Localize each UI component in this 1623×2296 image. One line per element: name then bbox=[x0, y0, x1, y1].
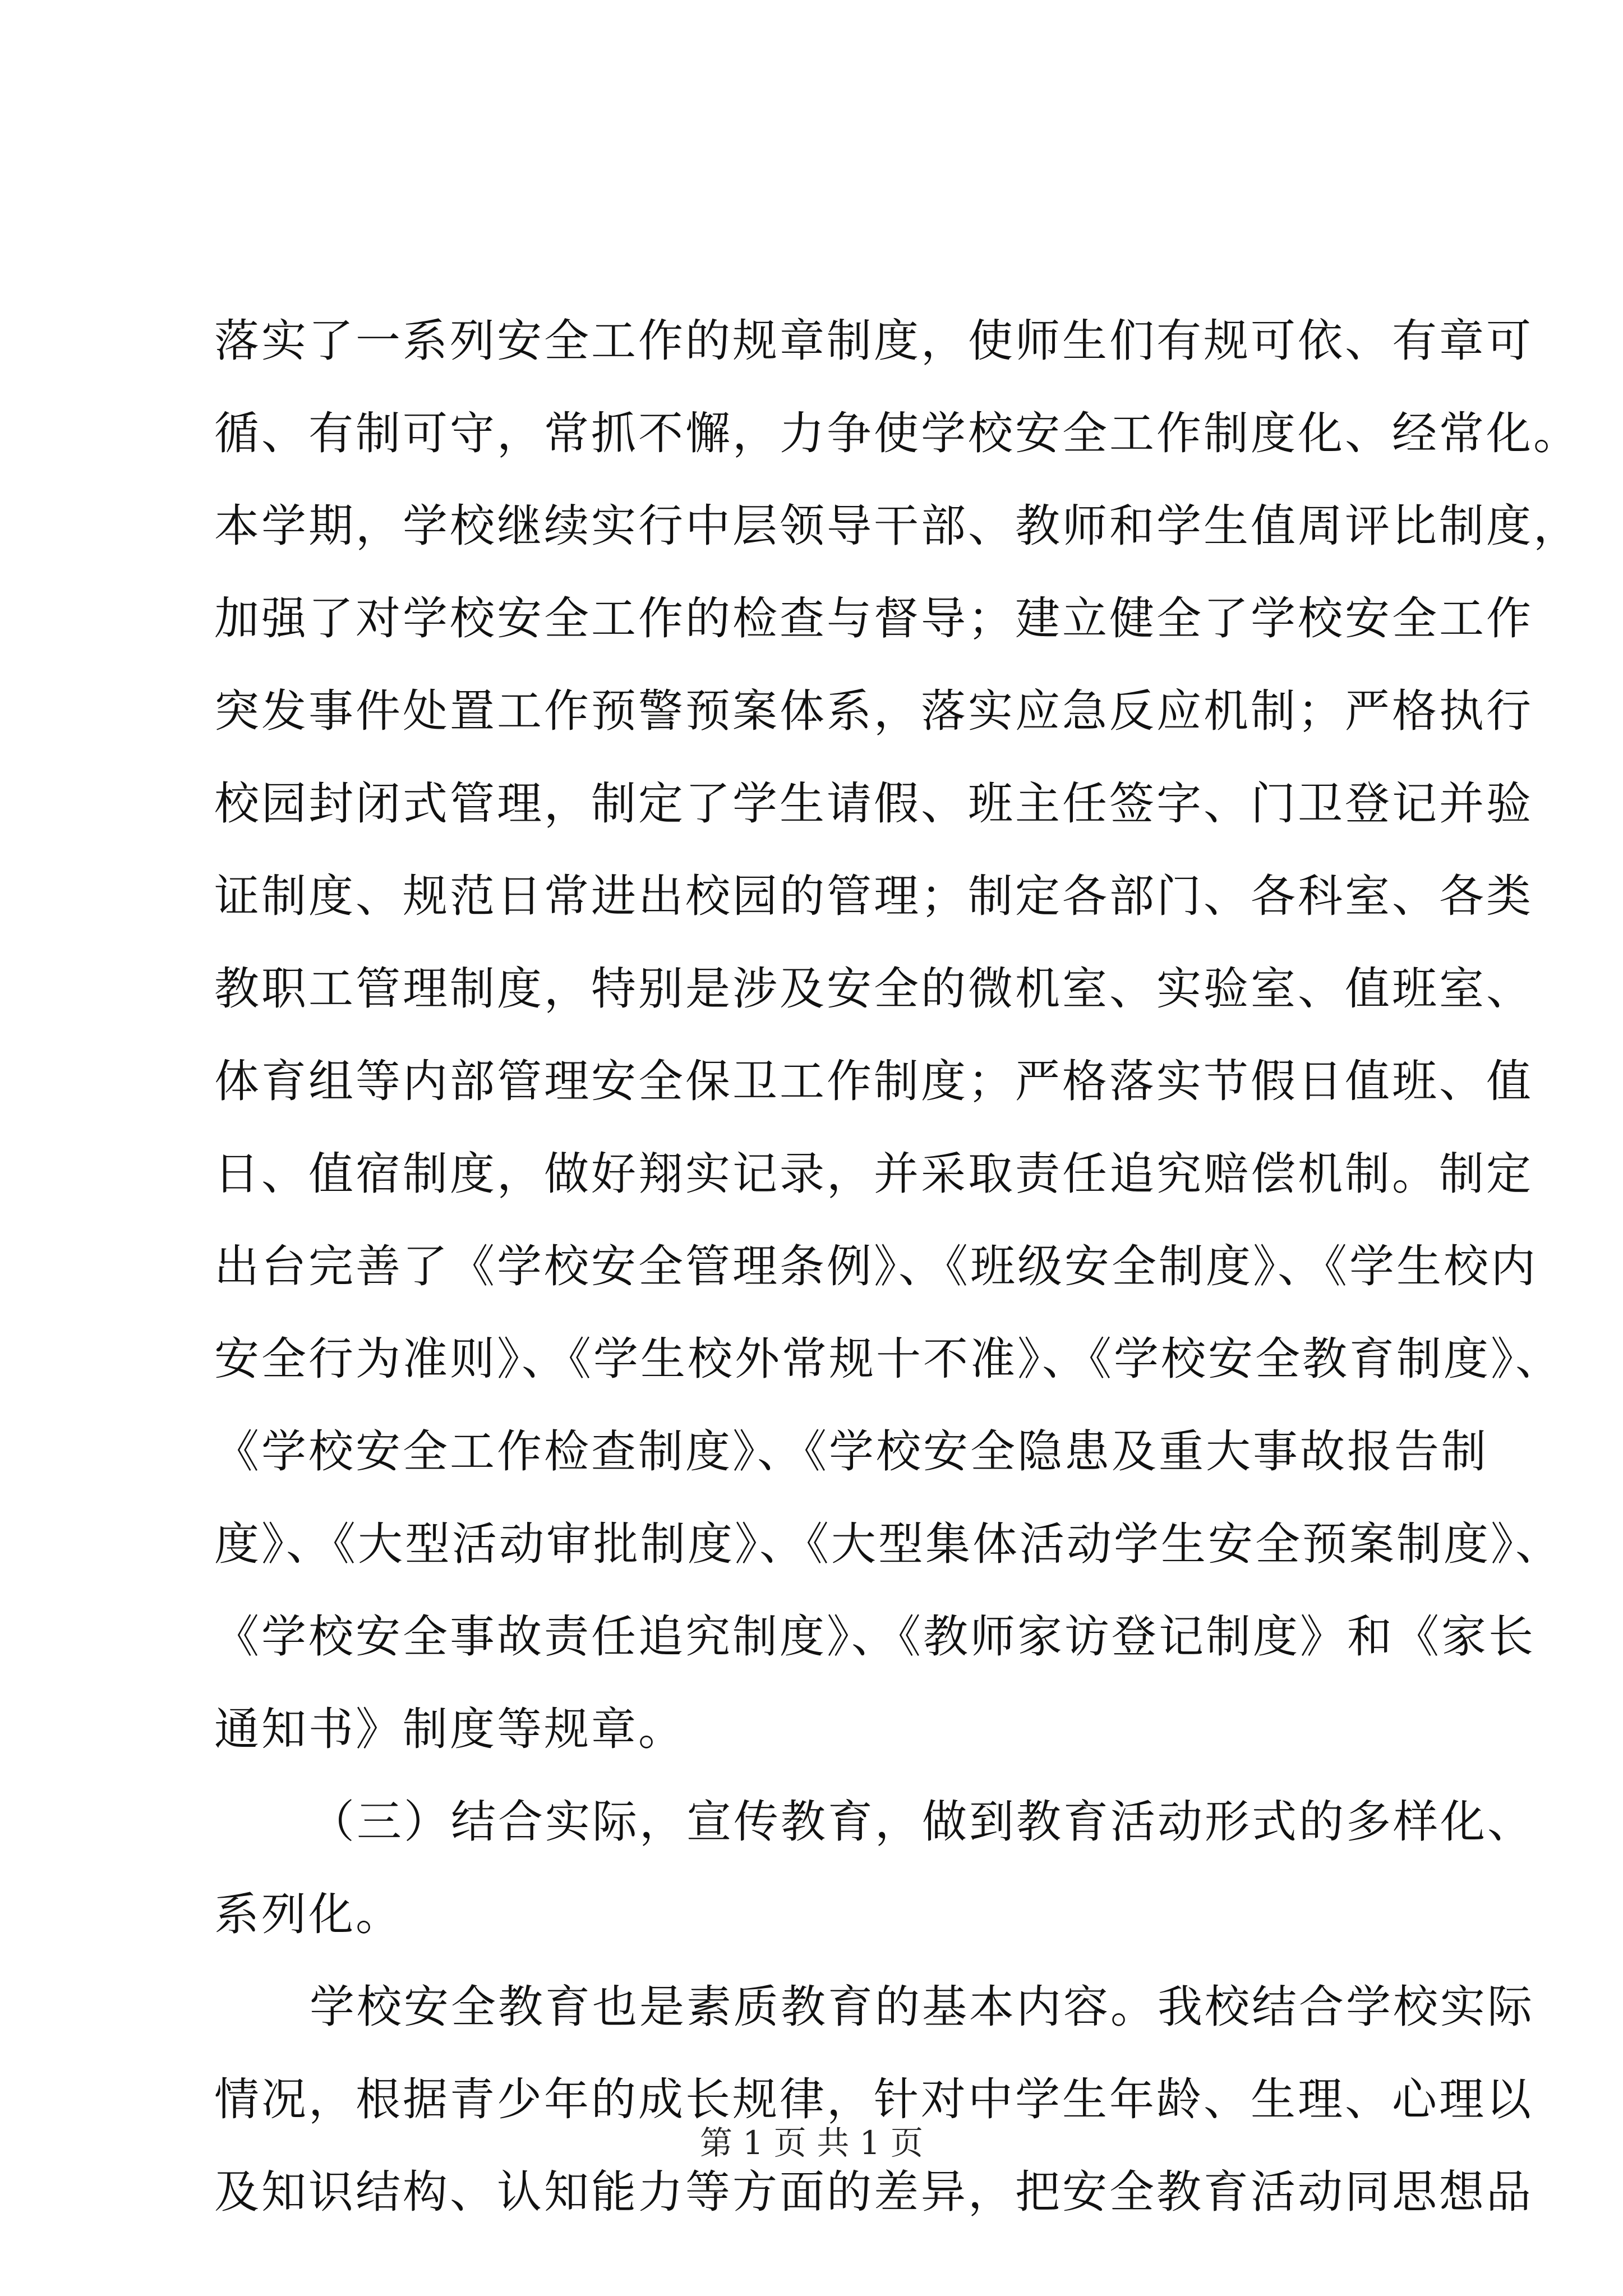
section-heading-continued: 系列化。 bbox=[214, 1888, 403, 1940]
text-line: 度》、《大型活动审批制度》、《大型集体活动学生安全预案制度》、 bbox=[214, 1518, 1562, 1570]
text-line: 《学校安全工作检查制度》、《学校安全隐患及重大事故报告制 bbox=[214, 1425, 1488, 1478]
text-line: 加强了对学校安全工作的检查与督导；建立健全了学校安全工作 bbox=[214, 592, 1533, 645]
text-line: 循、有制可守，常抓不懈，力争使学校安全工作制度化、经常化。 bbox=[214, 407, 1580, 459]
text-line: 突发事件处置工作预警预案体系，落实应急反应机制；严格执行 bbox=[214, 685, 1533, 737]
page-footer: 第 1 页 共 1 页 bbox=[700, 2124, 923, 2162]
text-line: 落实了一系列安全工作的规章制度，使师生们有规可依、有章可 bbox=[214, 315, 1533, 367]
text-line: 出台完善了《学校安全管理条例》、《班级安全制度》、《学生校内 bbox=[214, 1240, 1538, 1292]
text-line: 情况，根据青少年的成长规律，针对中学生年龄、生理、心理以 bbox=[214, 2073, 1533, 2125]
section-heading: （三）结合实际，宣传教育，做到教育活动形式的多样化、 bbox=[310, 1796, 1534, 1848]
body-text bbox=[214, 295, 1580, 2238]
text-line: 《学校安全事故责任追究制度》、《教师家访登记制度》和《家长 bbox=[214, 1611, 1536, 1663]
text-line: 通知书》制度等规章。 bbox=[214, 1703, 685, 1755]
text-line: 及知识结构、认知能力等方面的差异，把安全教育活动同思想品 bbox=[214, 2166, 1533, 2218]
text-line: 证制度、规范日常进出校园的管理；制定各部门、各科室、各类 bbox=[214, 870, 1533, 922]
paragraph-start: 学校安全教育也是素质教育的基本内容。我校结合学校实际 bbox=[310, 1981, 1534, 2033]
text-line: 本学期，学校继续实行中层领导干部、教师和学生值周评比制度， bbox=[214, 500, 1580, 552]
text-line: 教职工管理制度，特别是涉及安全的微机室、实验室、值班室、 bbox=[214, 963, 1533, 1015]
text-line: 体育组等内部管理安全保卫工作制度；严格落实节假日值班、值 bbox=[214, 1055, 1533, 1107]
text-line: 日、值宿制度，做好翔实记录，并采取责任追究赔偿机制。制定 bbox=[214, 1148, 1533, 1200]
text-line: 安全行为准则》、《学生校外常规十不准》、《学校安全教育制度》、 bbox=[214, 1333, 1562, 1385]
text-line: 校园封闭式管理，制定了学生请假、班主任签字、门卫登记并验 bbox=[214, 777, 1533, 830]
